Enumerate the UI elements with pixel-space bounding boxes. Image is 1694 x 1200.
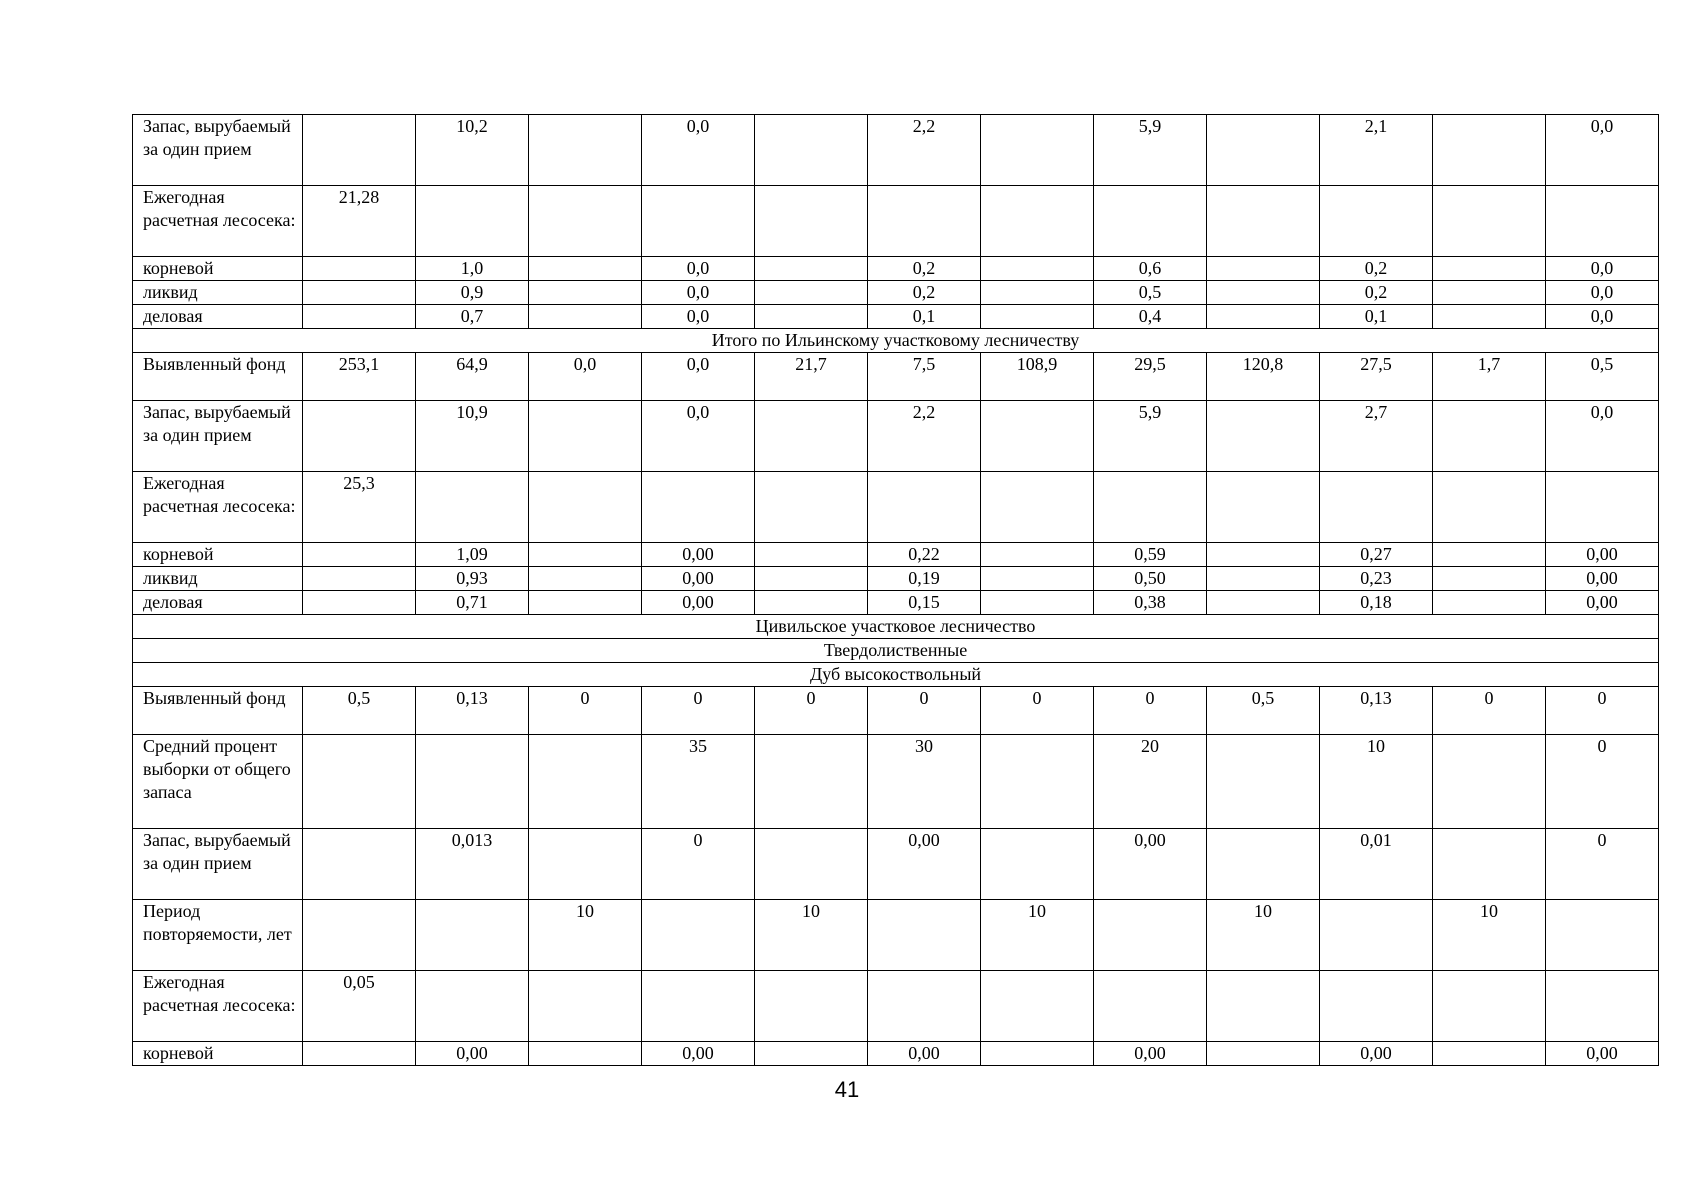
table-cell: 2,2 (868, 115, 981, 186)
table-cell: 21,28 (303, 186, 416, 257)
table-cell: 0,00 (868, 829, 981, 900)
table-cell (755, 1042, 868, 1066)
table-cell: 0 (868, 687, 981, 735)
row-label: ликвид (133, 281, 303, 305)
table-cell (981, 186, 1094, 257)
table-cell: 0,00 (416, 1042, 529, 1066)
table-cell: 0,5 (303, 687, 416, 735)
table-cell (1207, 543, 1320, 567)
table-cell: 253,1 (303, 353, 416, 401)
table-cell: 0,0 (642, 305, 755, 329)
table-cell (981, 115, 1094, 186)
table-cell: 0,1 (1320, 305, 1433, 329)
table-cell (1433, 543, 1546, 567)
table-cell: 0,19 (868, 567, 981, 591)
table-cell (755, 401, 868, 472)
table-cell (529, 735, 642, 829)
table-cell: 35 (642, 735, 755, 829)
table-cell (868, 971, 981, 1042)
table-cell (303, 829, 416, 900)
table-row (133, 353, 1659, 401)
table-cell: 29,5 (1094, 353, 1207, 401)
table-cell: 120,8 (1207, 353, 1320, 401)
table-cell (642, 186, 755, 257)
table-cell (1433, 1042, 1546, 1066)
table-cell: 0,2 (868, 257, 981, 281)
table-cell: 0,15 (868, 591, 981, 615)
table-cell (1433, 115, 1546, 186)
table-cell: 0,00 (642, 1042, 755, 1066)
table-cell (755, 735, 868, 829)
table-cell (981, 829, 1094, 900)
row-label: деловая (133, 305, 303, 329)
table-cell (1433, 829, 1546, 900)
table-cell: 0,93 (416, 567, 529, 591)
table-cell: 0,00 (1094, 829, 1207, 900)
table-cell: 0,2 (1320, 257, 1433, 281)
table-cell (303, 543, 416, 567)
table-cell (1433, 472, 1546, 543)
table-cell (981, 1042, 1094, 1066)
table-row (133, 186, 1659, 257)
table-cell (1433, 186, 1546, 257)
table-cell: 0,50 (1094, 567, 1207, 591)
table-cell: 0,27 (1320, 543, 1433, 567)
table-cell (1320, 472, 1433, 543)
table-cell (755, 591, 868, 615)
row-label: корневой (133, 1042, 303, 1066)
table-cell (1207, 829, 1320, 900)
table-row (133, 1042, 1659, 1066)
table-cell: 0,9 (416, 281, 529, 305)
table-cell (303, 735, 416, 829)
table-cell: 0,01 (1320, 829, 1433, 900)
table-cell: 0,00 (642, 567, 755, 591)
table-cell (1094, 971, 1207, 1042)
table-cell: 64,9 (416, 353, 529, 401)
table-cell: 10 (981, 900, 1094, 971)
row-label: корневой (133, 257, 303, 281)
table-cell (303, 591, 416, 615)
table-cell (755, 543, 868, 567)
table-cell: 0 (529, 687, 642, 735)
row-label: Запас, вырубаемый за один прием (133, 115, 303, 186)
table-cell: 0,00 (1546, 567, 1659, 591)
table-cell: 0,22 (868, 543, 981, 567)
table-cell (529, 829, 642, 900)
table-cell: 0,5 (1094, 281, 1207, 305)
table-cell: 0,13 (1320, 687, 1433, 735)
table-cell: 0,00 (1320, 1042, 1433, 1066)
table-cell (755, 115, 868, 186)
table-row (133, 829, 1659, 900)
table-cell: 1,09 (416, 543, 529, 567)
row-label: Ежегодная расчетная лесосека: (133, 971, 303, 1042)
table-cell: 21,7 (755, 353, 868, 401)
row-label: Запас, вырубаемый за один прием (133, 401, 303, 472)
table-cell: 5,9 (1094, 115, 1207, 186)
table-cell (1207, 735, 1320, 829)
table-cell (868, 186, 981, 257)
table-cell: 0,1 (868, 305, 981, 329)
table-row (133, 900, 1659, 971)
table-cell (981, 591, 1094, 615)
table-cell: 0,0 (642, 353, 755, 401)
row-label: деловая (133, 591, 303, 615)
table-cell (1320, 186, 1433, 257)
table-cell: 0,71 (416, 591, 529, 615)
table-cell: 0,4 (1094, 305, 1207, 329)
table-row (133, 401, 1659, 472)
table-cell (416, 735, 529, 829)
table-cell: 7,5 (868, 353, 981, 401)
table-cell (529, 257, 642, 281)
table-row (133, 543, 1659, 567)
table-cell: 1,0 (416, 257, 529, 281)
table-cell: 0,59 (1094, 543, 1207, 567)
table-cell (1433, 305, 1546, 329)
table-row (133, 115, 1659, 186)
table-cell: 1,7 (1433, 353, 1546, 401)
table-cell: 2,7 (1320, 401, 1433, 472)
table-cell: 0,23 (1320, 567, 1433, 591)
table-cell: 0,0 (529, 353, 642, 401)
table-cell (529, 281, 642, 305)
table-cell: 0,0 (642, 257, 755, 281)
table-cell (303, 900, 416, 971)
table-cell: 10 (1320, 735, 1433, 829)
table-cell (868, 900, 981, 971)
table-cell (1320, 971, 1433, 1042)
table-cell (529, 305, 642, 329)
table-cell: 20 (1094, 735, 1207, 829)
forest-inventory-table (132, 114, 1659, 1066)
table-cell (1207, 186, 1320, 257)
table-cell: 0,0 (642, 401, 755, 472)
table-cell (303, 305, 416, 329)
table-cell (981, 971, 1094, 1042)
table-cell (1207, 401, 1320, 472)
table-cell: 0,0 (642, 281, 755, 305)
section-header-row (133, 615, 1659, 639)
table-cell: 0 (1546, 829, 1659, 900)
table-cell (981, 472, 1094, 543)
table-cell: 25,3 (303, 472, 416, 543)
table-cell: 0,0 (1546, 401, 1659, 472)
table-cell (642, 900, 755, 971)
table-cell: 0,7 (416, 305, 529, 329)
table-cell (1433, 735, 1546, 829)
table-cell: 0 (1094, 687, 1207, 735)
table-cell: 10,2 (416, 115, 529, 186)
table-cell (981, 305, 1094, 329)
table-cell (1207, 1042, 1320, 1066)
table-cell: 0,18 (1320, 591, 1433, 615)
table-cell (1546, 971, 1659, 1042)
table-cell (981, 401, 1094, 472)
table-cell: 0,0 (1546, 115, 1659, 186)
table-row (133, 591, 1659, 615)
table-cell (529, 115, 642, 186)
table-cell: 2,1 (1320, 115, 1433, 186)
table-cell: 10 (529, 900, 642, 971)
table-cell: 0,05 (303, 971, 416, 1042)
section-header-row (133, 639, 1659, 663)
table-cell (303, 115, 416, 186)
table-cell (1207, 472, 1320, 543)
table-cell (303, 257, 416, 281)
table-row (133, 305, 1659, 329)
table-cell (303, 401, 416, 472)
table-cell (1546, 472, 1659, 543)
table-cell (755, 186, 868, 257)
table-cell (981, 281, 1094, 305)
row-label: Выявленный фонд (133, 687, 303, 735)
section-title: Дуб высокоствольный (133, 663, 1659, 687)
table-row (133, 567, 1659, 591)
table-cell: 27,5 (1320, 353, 1433, 401)
table-cell (642, 472, 755, 543)
table-cell (755, 281, 868, 305)
table-cell: 10 (755, 900, 868, 971)
table-cell (1433, 257, 1546, 281)
row-label: Средний процент выборки от общего запаса (133, 735, 303, 829)
row-label: ликвид (133, 567, 303, 591)
table-cell (529, 591, 642, 615)
table-cell: 0 (981, 687, 1094, 735)
table-cell: 10 (1433, 900, 1546, 971)
table-cell: 0,00 (1094, 1042, 1207, 1066)
table-cell (868, 472, 981, 543)
row-label: корневой (133, 543, 303, 567)
table-cell (1094, 186, 1207, 257)
table-cell (981, 735, 1094, 829)
table-row (133, 281, 1659, 305)
table-cell (303, 567, 416, 591)
table-cell: 0,5 (1207, 687, 1320, 735)
table-cell: 10 (1207, 900, 1320, 971)
row-label: Период повторяемости, лет (133, 900, 303, 971)
table-body (133, 115, 1659, 1066)
table-cell: 0 (642, 829, 755, 900)
table-cell (416, 186, 529, 257)
table-cell: 0,2 (1320, 281, 1433, 305)
table-cell (1433, 591, 1546, 615)
table-cell (755, 472, 868, 543)
table-cell (529, 186, 642, 257)
table-cell (981, 257, 1094, 281)
table-cell: 0,00 (642, 543, 755, 567)
table-row (133, 472, 1659, 543)
table-cell (1207, 257, 1320, 281)
table-cell: 0,00 (1546, 1042, 1659, 1066)
table-cell: 0 (1546, 687, 1659, 735)
table-cell (529, 401, 642, 472)
table-cell (416, 900, 529, 971)
section-title: Цивильское участковое лесничество (133, 615, 1659, 639)
table-cell: 0,013 (416, 829, 529, 900)
table-cell: 0,5 (1546, 353, 1659, 401)
table-cell (1207, 305, 1320, 329)
row-label: Запас, вырубаемый за один прием (133, 829, 303, 900)
table-cell: 0,6 (1094, 257, 1207, 281)
table-cell: 30 (868, 735, 981, 829)
table-cell (416, 971, 529, 1042)
table-cell (1433, 971, 1546, 1042)
row-label: Ежегодная расчетная лесосека: (133, 186, 303, 257)
table-cell: 0 (755, 687, 868, 735)
table-cell (303, 281, 416, 305)
table-cell (529, 1042, 642, 1066)
table-cell (529, 472, 642, 543)
table-cell (1094, 472, 1207, 543)
table-cell (1546, 900, 1659, 971)
table-cell (1207, 567, 1320, 591)
table-cell: 0 (1546, 735, 1659, 829)
row-label: Ежегодная расчетная лесосека: (133, 472, 303, 543)
table-row (133, 687, 1659, 735)
section-title: Твердолиственные (133, 639, 1659, 663)
table-cell (1433, 281, 1546, 305)
table-cell (755, 305, 868, 329)
page-number: 41 (834, 1077, 860, 1102)
table-cell (1207, 971, 1320, 1042)
table-cell: 10,9 (416, 401, 529, 472)
table-cell: 0,00 (1546, 591, 1659, 615)
table-cell: 0 (1433, 687, 1546, 735)
table-cell (755, 829, 868, 900)
section-header-row (133, 329, 1659, 353)
table-cell (1433, 567, 1546, 591)
table-cell (1433, 401, 1546, 472)
table-row (133, 971, 1659, 1042)
table-cell (529, 543, 642, 567)
table-cell (1320, 900, 1433, 971)
table-cell (1207, 115, 1320, 186)
table-cell (303, 1042, 416, 1066)
table-row (133, 257, 1659, 281)
table-cell (1546, 186, 1659, 257)
table-cell: 0,38 (1094, 591, 1207, 615)
table-cell: 0,0 (1546, 257, 1659, 281)
table-cell (981, 543, 1094, 567)
table-cell (529, 971, 642, 1042)
table-cell: 2,2 (868, 401, 981, 472)
table-cell (755, 567, 868, 591)
table-cell: 0 (642, 687, 755, 735)
table-cell: 0,00 (1546, 543, 1659, 567)
table-cell: 0,00 (642, 591, 755, 615)
table-cell (642, 971, 755, 1042)
table-cell: 0,0 (1546, 305, 1659, 329)
table-cell: 0,0 (642, 115, 755, 186)
table-cell: 5,9 (1094, 401, 1207, 472)
table-cell (416, 472, 529, 543)
table-cell (1094, 900, 1207, 971)
table-cell (981, 567, 1094, 591)
section-title: Итого по Ильинскому участковому лесничеству (133, 329, 1659, 353)
table-cell: 0,0 (1546, 281, 1659, 305)
table-cell (1207, 281, 1320, 305)
table-cell (755, 971, 868, 1042)
table-row (133, 735, 1659, 829)
table-cell (529, 567, 642, 591)
table-cell: 0,13 (416, 687, 529, 735)
table-cell: 0,2 (868, 281, 981, 305)
table-cell (1207, 591, 1320, 615)
section-header-row (133, 663, 1659, 687)
table-cell (755, 257, 868, 281)
table-cell: 0,00 (868, 1042, 981, 1066)
table-cell: 108,9 (981, 353, 1094, 401)
row-label: Выявленный фонд (133, 353, 303, 401)
